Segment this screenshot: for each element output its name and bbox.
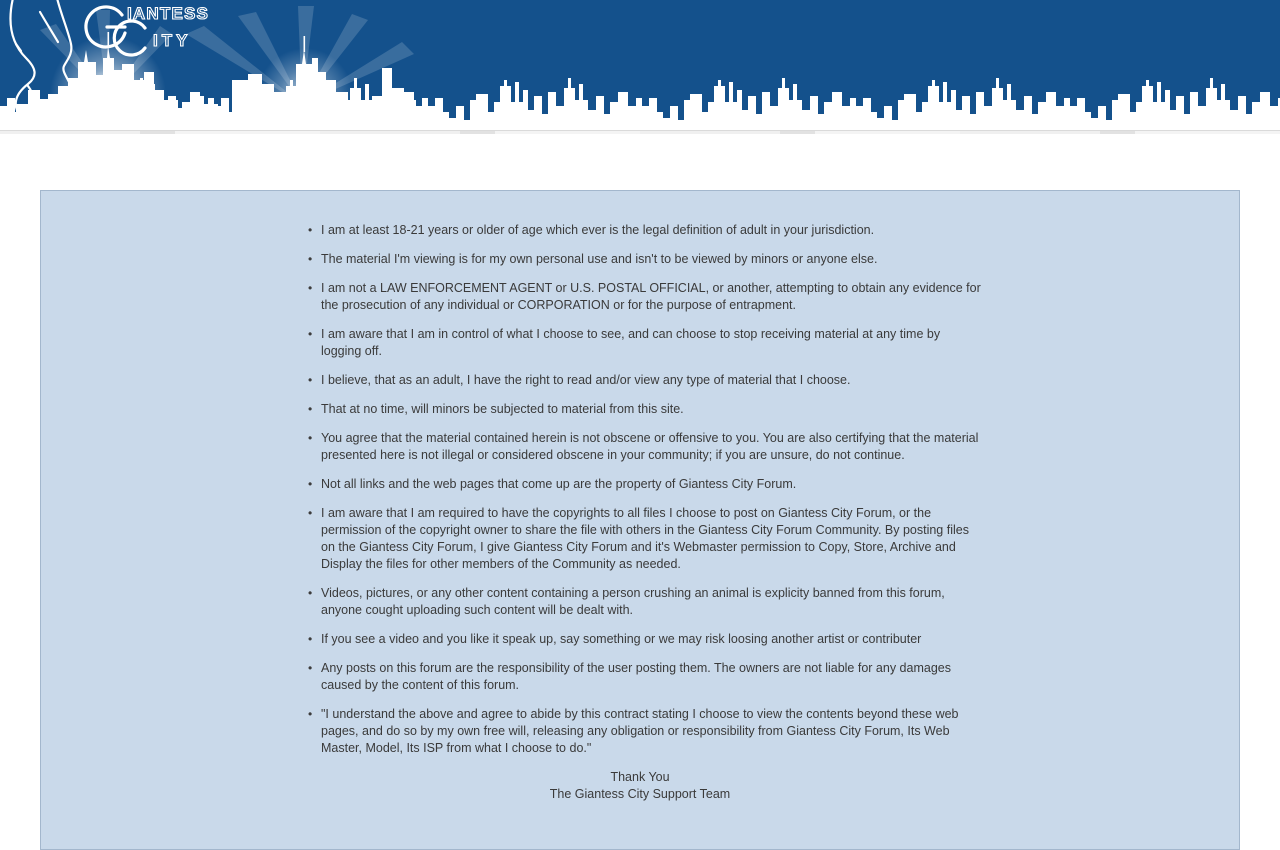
agreement-item: • Any posts on this forum are the responsibility of the user posting them. The owners are not liable for any damages caused by the content of this forum. [299, 660, 981, 694]
closing-thank-you: Thank You [610, 770, 670, 784]
agreement-item: • If you see a video and you like it speak up, say something or we may risk loosing another artist or contributer [299, 631, 981, 648]
closing-support-team: The Giantess City Support Team [549, 787, 731, 801]
agreement-item: • Videos, pictures, or any other content containing a person crushing an animal is explicity banned from this forum, anyone cought uploading such content will be dealt with. [299, 585, 981, 619]
banner-graphic [0, 0, 1280, 130]
logo-text-city: ITY [153, 31, 192, 50]
agreement-item: • "I understand the above and agree to abide by this contract stating I choose to view the contents beyond these web pages, and do so by my own free will, releasing any obligation or responsibility from Giantess City Forum, Its Web Master, Model, Its ISP from what I choose to do." [299, 706, 981, 757]
agreement-item: • That at no time, will minors be subjected to material from this site. [299, 401, 981, 418]
agreement-item: • The material I'm viewing is for my own personal use and isn't to be viewed by minors or anyone else. [299, 251, 981, 268]
agreement-item: • I am at least 18-21 years or older of age which ever is the legal definition of adult in your jurisdiction. [299, 222, 981, 239]
agreement-list [299, 222, 981, 757]
banner-edge-strip [0, 130, 1280, 134]
site-banner [0, 0, 1280, 130]
agreement-item: • You agree that the material contained herein is not obscene or offensive to you. You are also certifying that the material presented here is not illegal or considered obscene in your community; if you are unsure, do not continue. [299, 430, 981, 464]
agreement-item: • I am aware that I am in control of what I choose to see, and can choose to stop receiving material at any time by logging off. [299, 326, 981, 360]
agreement-item: • I am aware that I am required to have the copyrights to all files I choose to post on Giantess City Forum, or the permission of the copyright owner to share the file with others in the Giantess City Forum Community. By posting files on the Giantess City Forum, I give Giantess City Forum and it's Webmaster permission to Copy, Store, Archive and Display the files for other members of the Community as needed. [299, 505, 981, 573]
logo-text-giantess: IANTESS [127, 4, 210, 23]
agreement-panel [40, 190, 1240, 850]
agreement-item: • I am not a LAW ENFORCEMENT AGENT or U.S. POSTAL OFFICIAL, or another, attempting to obtain any evidence for the prosecution of any individual or CORPORATION or for the purpose of entrapment. [299, 280, 981, 314]
agreement-item: • I believe, that as an adult, I have the right to read and/or view any type of material that I choose. [299, 372, 981, 389]
agreement-item: • Not all links and the web pages that come up are the property of Giantess City Forum. [299, 476, 981, 493]
